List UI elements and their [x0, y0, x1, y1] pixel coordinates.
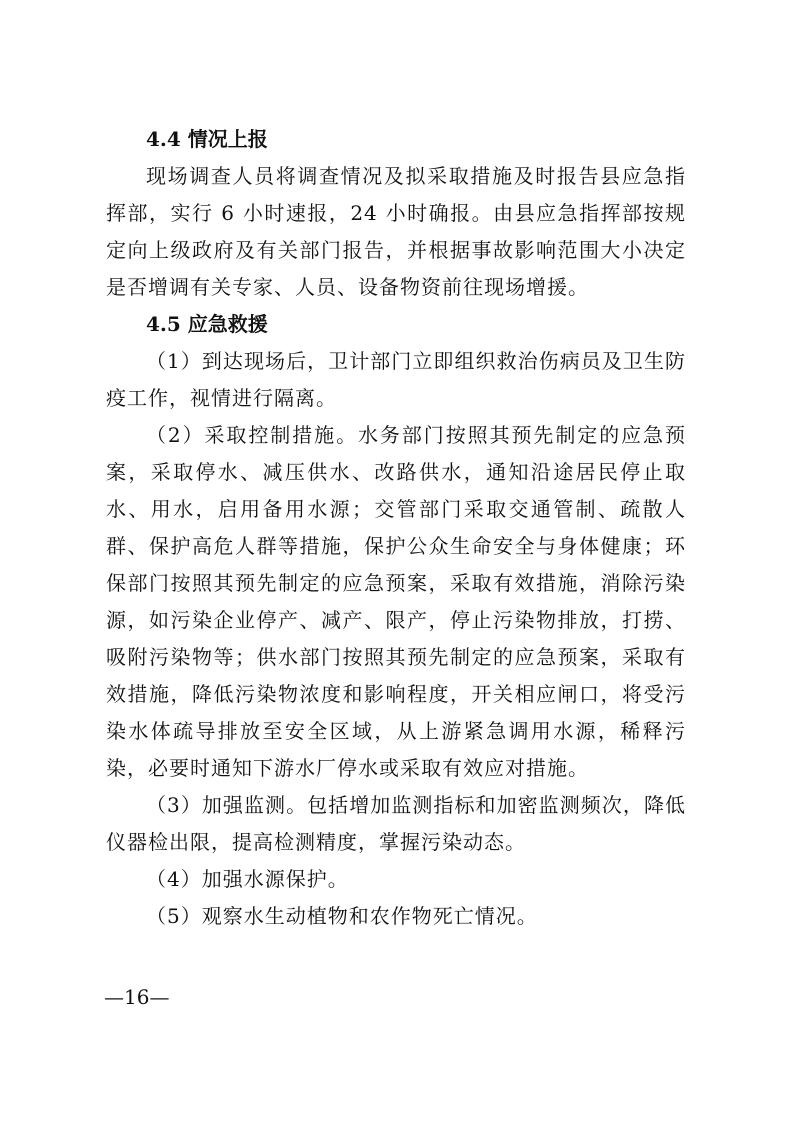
page-number: —16—	[104, 985, 170, 1009]
paragraph-situation-report: 现场调查人员将调查情况及拟采取措施及时报告县应急指挥部，实行 6 小时速报，24 小时确报。由县应急指挥部按规定向上级政府及有关部门报告，并根据事故影响范围大小决定是否增调有关专家、人员、设备物资前往现场增援。	[106, 164, 686, 299]
section-heading-4-4: 4.4 情况上报	[146, 127, 268, 151]
paragraph-item-3: （3）加强监测。包括增加监测指标和加密监测频次，降低仪器检出限，提高检测精度，掌握污染动态。	[106, 793, 686, 854]
paragraph-item-4: （4）加强水源保护。	[146, 867, 349, 891]
section-heading-4-5: 4.5 应急救援	[146, 312, 268, 336]
document-body	[106, 121, 686, 935]
paragraph-item-2: （2）采取控制措施。水务部门按照其预先制定的应急预案，采取停水、减压供水、改路供水，通知沿途居民停止取水、用水，启用备用水源；交管部门采取交通管制、疏散人群、保护高危人群等措施，保护公众生命安全与身体健康；环保部门按照其预先制定的应急预案，采取有效措施，消除污染源，如污染企业停产、减产、限产，停止污染物排放，打捞、吸附污染物等；供水部门按照其预先制定的应急预案，采取有效措施，降低污染物浓度和影响程度，开关相应闸口，将受污染水体疏导排放至安全区域，从上游紧急调用水源，稀释污染，必要时通知下游水厂停水或采取有效应对措施。	[106, 423, 686, 780]
paragraph-item-1: （1）到达现场后，卫计部门立即组织救治伤病员及卫生防疫工作，视情进行隔离。	[106, 349, 686, 410]
paragraph-item-5: （5）观察水生动植物和农作物死亡情况。	[146, 904, 538, 928]
